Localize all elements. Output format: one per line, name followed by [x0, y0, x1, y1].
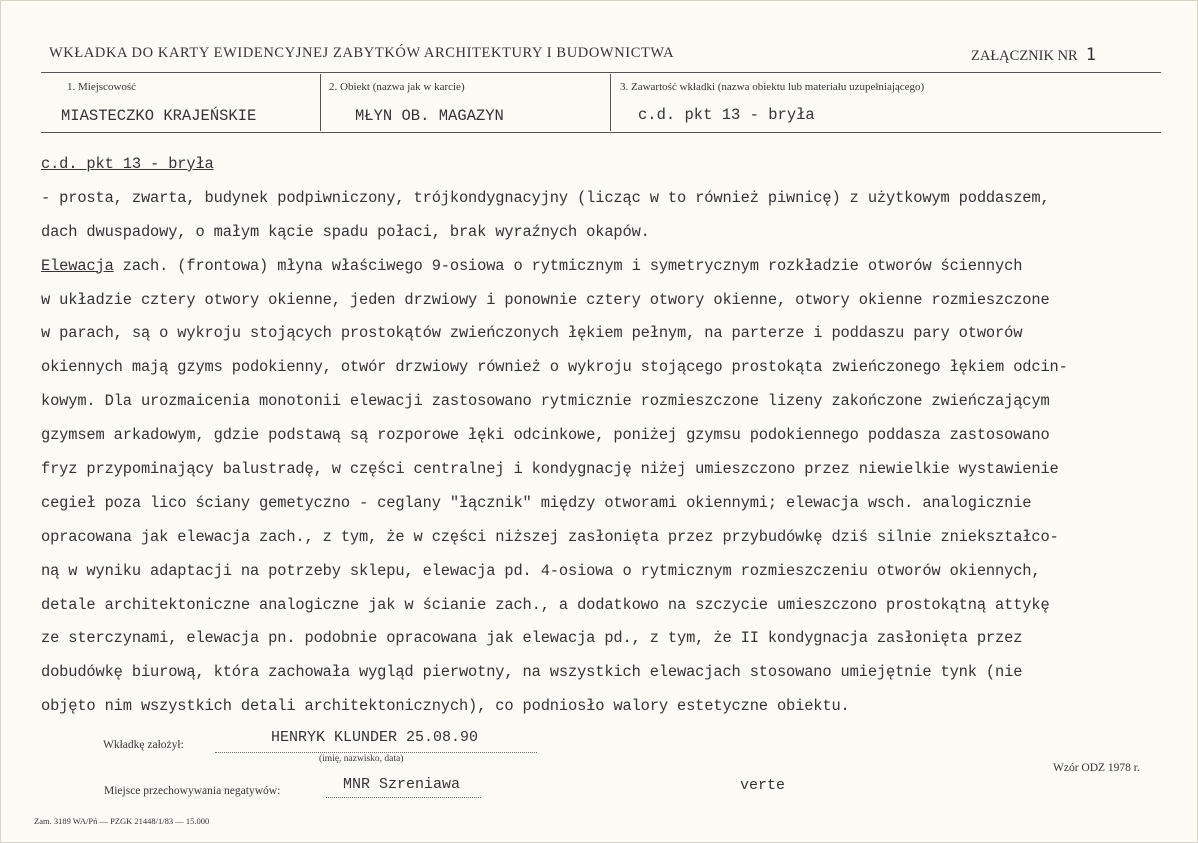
author-hint: (imię, nazwisko, data) [319, 754, 404, 764]
body-line [41, 250, 1171, 284]
annex-label: ZAŁĄCZNIK NR [971, 48, 1078, 64]
body-line: fryz przypominający balustradę, w części centralnej i kondygnację niżej umieszczono przez niewielkie wystawienie [41, 460, 1059, 479]
body-line: dach dwuspadowy, o małym kącie spadu połaci, brak wyraźnych okapów. [41, 222, 650, 241]
field-label-locality: 1. Miejscowość [67, 81, 137, 93]
body-section-lead: Elewacja [41, 256, 114, 275]
body-line: cegieł poza lico ściany gemetyczno - ceglany "łącznik" między otworami okiennymi; elewacja wsch. analogicznie [41, 493, 1032, 512]
author-label: Wkładkę założył: [103, 739, 184, 751]
field-label-content: 3. Zawartość wkładki (nazwa obiektu lub materiału uzupełniającego) [620, 81, 925, 93]
negatives-value: MNR Szreniawa [343, 776, 461, 793]
print-info: Zam. 3189 WA/Pń — PZGK 21448/1/83 — 15.000 [34, 816, 210, 826]
field-value-content: c.d. pkt 13 - bryła [638, 106, 815, 124]
body-line: opracowana jak elewacja zach., z tym, że w części niższej zasłonięta przez przybudówkę dziś silnie zniekształco- [41, 527, 1059, 546]
header-rule [41, 72, 1161, 73]
author-value: HENRYK KLUNDER 25.08.90 [271, 729, 479, 746]
body-line: w parach, są o wykroju stojących prostokątów zwieńczonych łękiem pełnym, na parterze i poddaszu pary otworów [41, 324, 1023, 343]
form-model: Wzór ODZ 1978 r. [1053, 762, 1140, 774]
field-value-object: MŁYN OB. MAGAZYN [355, 107, 504, 125]
field-divider [320, 74, 321, 131]
negatives-dotted-line [326, 797, 481, 798]
body-line: ną w wyniku adaptacji na potrzeby sklepu, elewacja pd. 4-osiowa o rytmicznym rozmieszczeniu otworów okiennych, [41, 561, 1041, 580]
body-line: kowym. Dla urozmaicenia monotonii elewacji zastosowano rytmicznie rozmieszczone lizeny zakończone zwieńczającym [41, 392, 1050, 411]
verte-note: verte [740, 777, 786, 794]
body-line: dobudówkę biurową, która zachowała wygląd pierwotny, na wszystkich elewacjach stosowano umiejętnie tynk (nie [41, 663, 1023, 682]
body-heading: c.d. pkt 13 - bryła [41, 155, 214, 173]
body-line: w układzie cztery otwory okienne, jeden drzwiowy i ponownie cztery otwory okienne, otwory okienne rozmieszczone [41, 290, 1050, 309]
author-dotted-line [215, 752, 537, 753]
field-value-locality: MIASTECZKO KRAJEŃSKIE [61, 107, 257, 125]
description-text [41, 148, 1171, 724]
field-label-object: 2. Obiekt (nazwa jak w karcie) [329, 81, 465, 93]
body-line-rest: zach. (frontowa) młyna właściwego 9-osiowa o rytmicznym i symetrycznym rozkładzie otworów ściennych [113, 256, 1023, 275]
annex-number [971, 45, 1096, 65]
body-line: ze sterczynami, elewacja pn. podobnie opracowana jak elewacja pd., z tym, że II kondygnacja zasłonięta przez [41, 629, 1023, 648]
annex-number-value: 1 [1085, 45, 1096, 65]
fields-rule [41, 132, 1161, 133]
body-line: - prosta, zwarta, budynek podpiwniczony, trójkondygnacyjny (licząc w to również piwnicę) z użytkowym poddaszem, [41, 188, 1050, 207]
body-line: objęto nim wszystkich detali architektonicznych), co podniosło walory estetyczne obiektu. [41, 697, 850, 716]
negatives-label: Miejsce przechowywania negatywów: [104, 785, 281, 797]
body-line: okiennych mają gzyms podokienny, otwór drzwiowy również o wykroju stojącego prostokąta zwieńczonego łękiem odcin- [41, 358, 1068, 377]
document-title: WKŁADKA DO KARTY EWIDENCYJNEJ ZABYTKÓW ARCHITEKTURY I BUDOWNICTWA [49, 45, 675, 61]
body-line: detale architektoniczne analogiczne jak w ścianie zach., a dodatkowo na szczycie umieszczono prostokątną attykę [41, 595, 1050, 614]
body-line: gzymsem arkadowym, gdzie podstawą są rozporowe łęki odcinkowe, poniżej gzymsu podokiennego poddasza zastosowano [41, 426, 1050, 445]
field-divider [610, 74, 611, 131]
